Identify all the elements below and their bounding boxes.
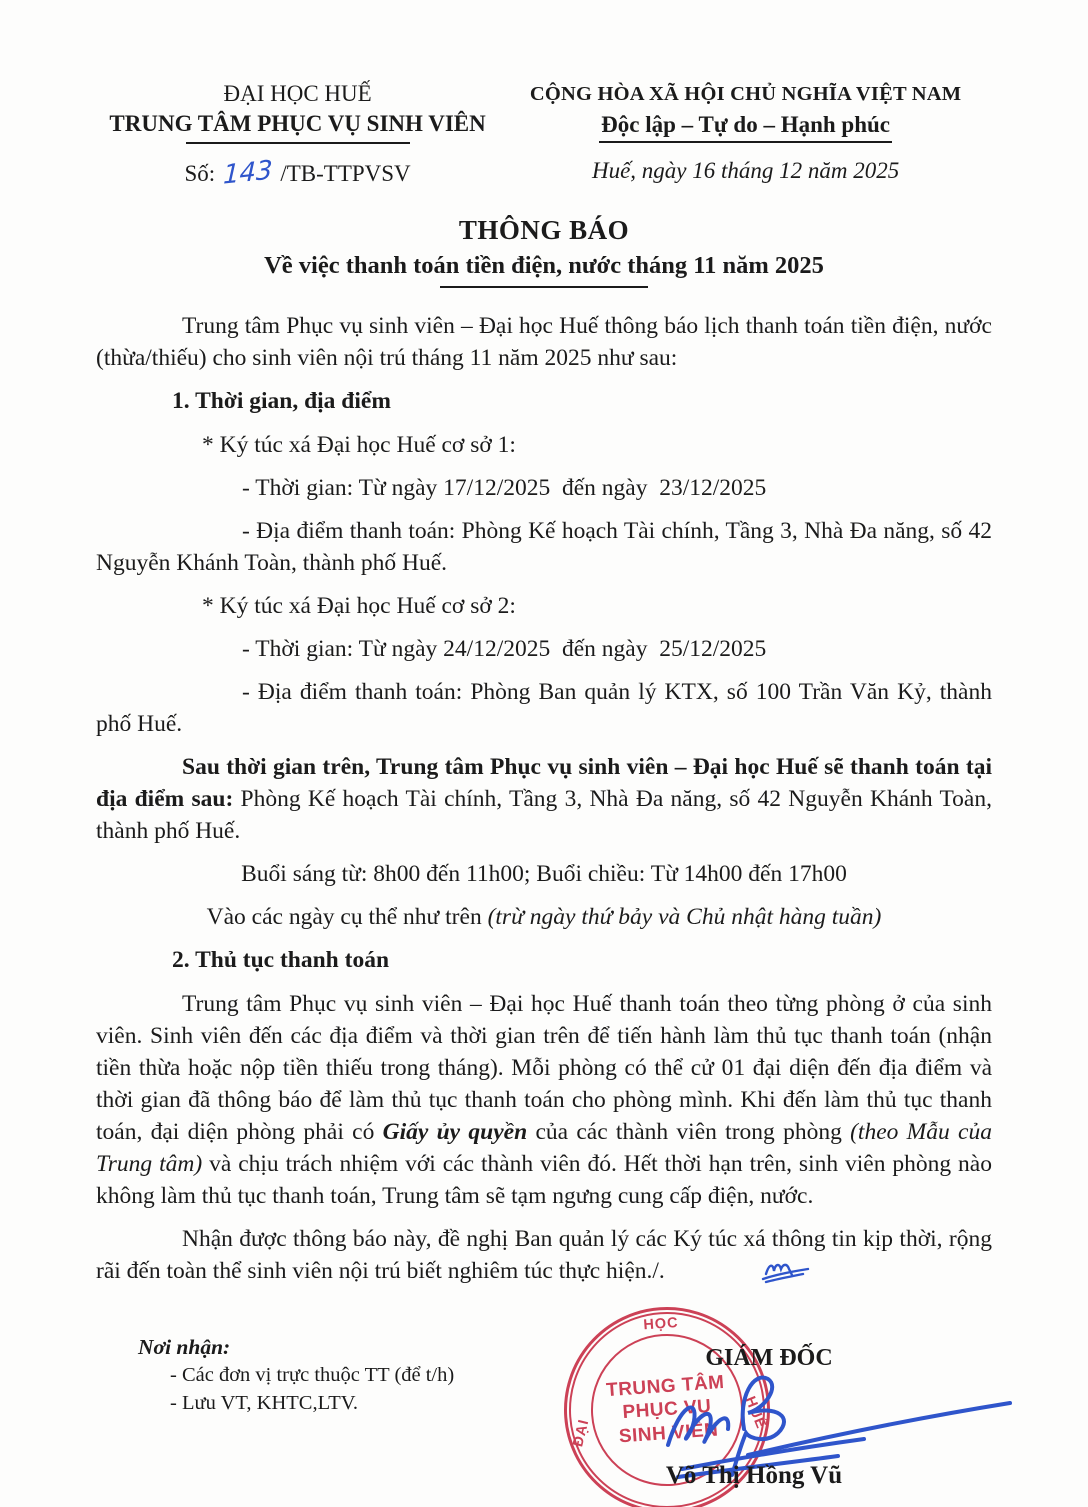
dorm1-title: * Ký túc xá Đại học Huế cơ sở 1:: [202, 432, 516, 458]
seal-ring-text-left: ĐẠI: [570, 1417, 593, 1449]
closing-paragraph: [96, 1223, 992, 1293]
org-name: TRUNG TÂM PHỤC VỤ SINH VIÊN: [109, 111, 486, 136]
procedure-form-note: (theo Mẫu của Trung tâm): [96, 1119, 992, 1177]
seal-ring-text-top: HỌC: [642, 1315, 680, 1334]
recipient-item: - Lưu VT, KHTC,LTV.: [170, 1392, 359, 1414]
document-title-block: [96, 214, 992, 288]
handwritten-number: 143: [222, 155, 273, 191]
procedure-part3: và chịu trách nhiệm với các thành viên đó. Hết thời hạn trên, sinh viên phòng nào không làm thủ tục thanh toán, Trung tâm sẽ tạm ngưng cung cấp điện, nước.: [96, 1151, 992, 1209]
place-dateline: Huế, ngày 16 tháng 12 năm 2025: [591, 158, 900, 183]
dorm2-time: - Thời gian: Từ ngày 24/12/2025 đến ngày 25/12/2025: [242, 636, 767, 662]
working-days-italic: (trừ ngày thứ bảy và Chủ nhật hàng tuần): [487, 904, 882, 930]
document-footer: [96, 1315, 992, 1507]
procedure-part2: của các thành viên trong phòng: [527, 1119, 851, 1145]
document-number-prefix: Số:: [184, 161, 216, 186]
org-underline: [186, 142, 410, 144]
signer-title: GIÁM ĐỐC: [705, 1345, 833, 1371]
document-body: [96, 310, 992, 1293]
signer-name: Võ Thị Hồng Vũ: [665, 1462, 843, 1489]
closing-text: Nhận được thông báo này, đề nghị Ban quản lý các Ký túc xá thông tin kịp thời, rộng rãi đến toàn thể sinh viên nội trú biết nghiêm túc thực hiện./.: [96, 1226, 992, 1284]
procedure-part1: Trung tâm Phục vụ sinh viên – Đại học Huế thanh toán theo từng phòng ở của sinh viên. Sinh viên đến các địa điểm và thời gian trên để tiến hành làm thủ tục thanh toán (nhận tiền thừa hoặc nộp tiền thiếu trong tháng). Mỗi phòng có thể cử 01 đại diện đến địa điểm và thời gian đã thông báo để làm thủ tục thanh toán cho phòng mình. Khi đến làm thủ tục thanh toán, đại diện phòng phải có: [96, 991, 992, 1145]
handwritten-initial-mark: [673, 1258, 813, 1293]
dorm2-title: * Ký túc xá Đại học Huế cơ sở 2:: [202, 593, 516, 619]
section2-heading: 2. Thủ tục thanh toán: [172, 947, 390, 973]
document-subtitle: Về việc thanh toán tiền điện, nước tháng 11 năm 2025: [264, 252, 824, 279]
after-deadline-paragraph: [96, 751, 992, 847]
document-number: [96, 155, 499, 191]
working-hours-line: Buổi sáng từ: 8h00 đến 11h00; Buổi chiều: Từ 14h00 đến 17h00: [241, 861, 847, 887]
after-deadline-normal: Phòng Kế hoạch Tài chính, Tầng 3, Nhà Đa năng, số 42 Nguyễn Khánh Toàn, thành phố Huế.: [96, 786, 992, 844]
document-number-suffix: /TB-TTPVSV: [280, 161, 411, 186]
after-deadline-bold: Sau thời gian trên, Trung tâm Phục vụ sinh viên – Đại học Huế sẽ thanh toán tại địa điểm sau:: [96, 754, 992, 812]
national-motto-line2: Độc lập – Tự do – Hạnh phúc: [599, 111, 892, 143]
dorm2-place: - Địa điểm thanh toán: Phòng Ban quản lý KTX, số 100 Trần Văn Kỷ, thành phố Huế.: [96, 679, 992, 737]
document-header: [96, 80, 992, 191]
procedure-paragraph: [96, 988, 992, 1212]
title-underline: [440, 286, 648, 288]
procedure-authorization-letter: Giấy ủy quyền: [382, 1119, 528, 1145]
seal-center-line3: SINH VIÊN: [618, 1419, 719, 1448]
parent-org-name: ĐẠI HỌC HUẾ: [223, 81, 372, 106]
intro-paragraph: Trung tâm Phục vụ sinh viên – Đại học Huế thông báo lịch thanh toán tiền điện, nước (thừa/thiếu) cho sinh viên nội trú tháng 11 năm 2025 như sau:: [96, 313, 992, 371]
recipients-block: [138, 1333, 454, 1417]
dorm1-place: - Địa điểm thanh toán: Phòng Kế hoạch Tài chính, Tầng 3, Nhà Đa năng, số 42 Nguyễn Khánh Toàn, thành phố Huế.: [96, 518, 992, 576]
issuing-org-block: [96, 80, 499, 191]
national-header-block: [499, 80, 992, 187]
seal-center-line2: PHỤC VỤ: [621, 1396, 713, 1424]
national-motto-line1: CỘNG HÒA XÃ HỘI CHỦ NGHĨA VIỆT NAM: [529, 83, 962, 105]
seal-center-line1: TRUNG TÂM: [605, 1371, 726, 1401]
working-days-line: [96, 901, 992, 933]
section1-heading: 1. Thời gian, địa điểm: [172, 388, 391, 414]
document-title: THÔNG BÁO: [458, 215, 630, 245]
seal-ring-text-right: HUẾ: [741, 1394, 770, 1432]
recipients-heading: Nơi nhận:: [138, 1335, 231, 1359]
dorm1-time: - Thời gian: Từ ngày 17/12/2025 đến ngày 23/12/2025: [242, 475, 767, 501]
working-days-normal: Vào các ngày cụ thể như trên: [206, 904, 488, 930]
recipient-item: - Các đơn vị trực thuộc TT (để t/h): [170, 1364, 455, 1386]
